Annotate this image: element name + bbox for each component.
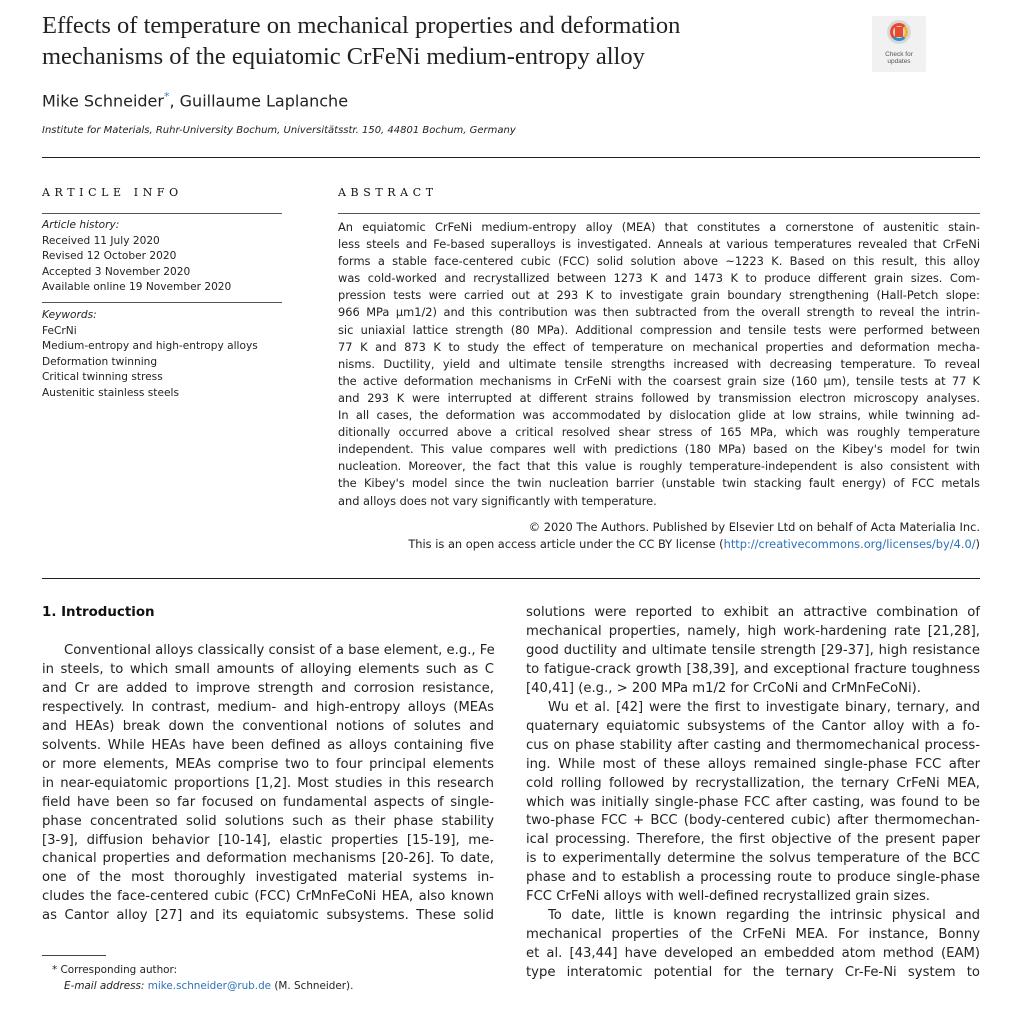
keywords-divider xyxy=(42,302,282,303)
corresponding-author-mark[interactable]: * xyxy=(163,90,170,103)
body-column-left xyxy=(42,642,494,926)
body-text-line: as Cantor alloy [27] and its equiatomic subsystems. These solid xyxy=(42,908,494,924)
header-divider xyxy=(42,157,980,158)
body-text-line: in near-equiatomic proportions [1,2]. Most studies in this research xyxy=(42,775,494,791)
body-text-line: solutions were reported to exhibit an attractive combination of xyxy=(526,605,980,620)
author-name[interactable]: Mike Schneider xyxy=(42,91,164,111)
abstract-line: nucleation. Moreover, the fact that this value is roughly temperature-independent is also consistent with xyxy=(338,459,980,474)
abstract-line: was cold-worked and recrystallized between 1273 K and 1473 K to produce different grain sizes. Com- xyxy=(338,271,980,286)
copyright-notice: © 2020 The Authors. Published by Elsevier Ltd on behalf of Acta Materialia Inc. xyxy=(528,520,980,534)
abstract-line: nisms. Ductility, yield and ultimate tensile strengths increased with decreasing temperature. To reveal xyxy=(338,356,980,371)
body-text-line: good ductility and ultimate tensile strength [29-37], high resistance xyxy=(526,642,980,658)
body-text-line: et al. [43,44] have developed an embedded atom method (EAM) xyxy=(526,946,980,962)
history-label: Article history: xyxy=(42,219,120,231)
body-text-line: [3-9], diffusion behavior [10-14], elastic properties [15-19], me- xyxy=(42,832,494,848)
keywords xyxy=(42,308,282,401)
history-item: Received 11 July 2020 xyxy=(42,234,160,247)
keyword-item: Austenitic stainless steels xyxy=(42,386,179,399)
section-heading-introduction: 1. Introduction xyxy=(42,605,155,620)
abstract-line: 77 K and 873 K to study the effect of temperature on mechanical properties and deformation mecha- xyxy=(338,339,980,354)
footnote-star: * xyxy=(52,964,58,976)
title-line-1: Effects of temperature on mechanical properties and deformation xyxy=(42,12,681,39)
body-text-line: mechanical properties of the CrFeNi MEA. For instance, Bonny xyxy=(526,927,980,943)
abstract-heading: ABSTRACT xyxy=(338,186,438,199)
history-item: Available online 19 November 2020 xyxy=(42,281,232,293)
body-text-line: and HEAs) break down the conventional notions of solutes and xyxy=(42,718,494,734)
body-text-line: chanical properties and deformation mechanisms [20-26]. To date, xyxy=(42,851,494,867)
footnote xyxy=(52,962,353,994)
abstract-line: forms a stable face-centered cubic (FCC) solid solution above ~1223 K. Based on this result, this alloy xyxy=(338,254,980,269)
body-text-line: to fatigue-crack growth [38,39], and exceptional fracture toughness xyxy=(526,661,980,677)
body-text-line: ing. While most of these alloys remained single-phase FCC after xyxy=(526,756,980,772)
abstract-body xyxy=(338,219,980,510)
article-info-heading: ARTICLE INFO xyxy=(42,186,183,199)
body-text-line: which was initially single-phase FCC after casting, was found to be xyxy=(526,794,980,810)
footnote-label: Corresponding author: xyxy=(60,964,178,976)
abstract-line: ditionally occurred above a critical resolved shear stress of 165 MPa, which was roughly temperature xyxy=(338,425,980,440)
body-text-line: cus on phase stability after casting and thermomechanical process- xyxy=(526,737,980,753)
body-text-line: one of the most thoroughly investigated material systems in- xyxy=(42,870,494,886)
body-text-line: in steels, to which small amounts of alloying elements such as C xyxy=(42,661,494,677)
author-name[interactable]: , Guillaume Laplanche xyxy=(169,91,349,111)
body-text-line: quaternary equiatomic subsystems of the Cantor alloy with a fo- xyxy=(526,718,980,734)
body-text-line: field have been so far focused on fundamental aspects of single- xyxy=(42,794,494,810)
badge-line-1: Check for xyxy=(885,51,913,58)
abstract-line: the Kibey's model since the twin nucleation barrier (unstable twin stacking fault energy) of FCC metals xyxy=(338,476,980,491)
keyword-item: Critical twinning stress xyxy=(42,371,163,383)
body-text-line: mechanical properties, namely, high work-hardening rate [21,28], xyxy=(526,623,980,639)
body-text-line: or more elements, MEAs comprise two to four principal elements xyxy=(42,756,494,772)
body-text-line: and Cr are added to improve strength and corrosion resistance, xyxy=(42,680,494,696)
keyword-item: Deformation twinning xyxy=(42,355,158,368)
keyword-item: FeCrNi xyxy=(42,324,77,337)
abstract-line: An equiatomic CrFeNi medium-entropy alloy (MEA) that constitutes a cornerstone of austenitic stain- xyxy=(338,220,980,234)
body-text-line: type interatomic potential for the ternary Cr-Fe-Ni system to xyxy=(526,965,980,981)
body-text-line: ical processing. Therefore, the first objective of the present paper xyxy=(526,832,980,848)
abstract-line: In all cases, the deformation was accommodated by dislocation glide at low strains, while twinning ad- xyxy=(338,408,980,423)
email-link[interactable]: mike.schneider@rub.de xyxy=(147,980,272,992)
abstract-line: the active deformation mechanisms in CrFeNi with the coarsest grain size (160 µm), tensile tests at 77 K xyxy=(338,373,980,388)
affiliation: Institute for Materials, Ruhr-University Bochum, Universitätsstr. 150, 44801 Bochum, Germany xyxy=(42,125,516,136)
history-item: Accepted 3 November 2020 xyxy=(42,265,191,278)
body-text-line: phase concentrated solid solutions such as their phase stability xyxy=(42,813,494,829)
body-column-right xyxy=(526,604,980,983)
abstract-line: and alloys does not vary significantly with temperature. xyxy=(338,493,657,508)
license-suffix: ) xyxy=(975,537,980,551)
article-info-divider xyxy=(42,213,282,214)
body-text-line: Wu et al. [42] were the first to investigate binary, ternary, and xyxy=(548,699,980,715)
body-text-line: respectively. In contrast, medium- and high-entropy alloys (MEAs xyxy=(42,699,494,715)
title-line-2: mechanisms of the equiatomic CrFeNi medium-entropy alloy xyxy=(42,43,645,70)
history-item: Revised 12 October 2020 xyxy=(42,250,177,262)
body-text-line: [40,41] (e.g., > 200 MPa m1/2 for CrCoNi and CrMnFeCoNi). xyxy=(526,680,921,696)
email-suffix: (M. Schneider). xyxy=(271,980,354,992)
author-list xyxy=(42,90,348,110)
keyword-item: Medium-entropy and high-entropy alloys xyxy=(42,340,258,352)
abstract-divider xyxy=(338,213,980,214)
abstract-line: 966 MPa µm1/2) and this contribution was then subtracted from the overall strength to reveal the intrin- xyxy=(338,305,980,320)
body-text-line: FCC CrFeNi alloys with well-defined recrystallized grain sizes. xyxy=(526,889,931,905)
abstract-line: less steels and Fe-based superalloys is investigated. Anneals at various temperatures revealed that CrFeNi xyxy=(338,237,980,252)
email-label: E-mail address: xyxy=(64,980,145,992)
body-text-line: cludes the face-centered cubic (FCC) CrMnFeCoNi HEA, also known xyxy=(42,889,494,905)
body-text-line: solvents. While HEAs have been defined as alloys containing five xyxy=(42,737,494,753)
license-notice xyxy=(338,536,980,553)
body-text-line: phase and to establish a processing route to produce single-phase xyxy=(526,870,980,886)
abstract-line: pression tests were carried out at 293 K to investigate grain boundary strengthening (Hall-Petch slope: xyxy=(338,288,980,303)
body-text-line: Conventional alloys classically consist of a base element, e.g., Fe xyxy=(64,643,495,658)
footnote-divider xyxy=(42,955,106,956)
license-link[interactable]: http://creativecommons.org/licenses/by/4.0/ xyxy=(723,537,976,551)
check-for-updates-badge[interactable] xyxy=(872,16,926,72)
keywords-label: Keywords: xyxy=(42,309,97,321)
body-text-line: is to experimentally determine the solvus temperature of the BCC xyxy=(526,851,980,867)
body-text-line: two-phase FCC + BCC (body-centered cubic) after thermomechan- xyxy=(526,813,980,829)
article-history xyxy=(42,218,282,296)
abstract-line: sic uniaxial lattice strength (80 MPa). Additional compression and tensile tests were performed between xyxy=(338,322,980,337)
license-prefix: This is an open access article under the CC BY license ( xyxy=(408,537,724,551)
abstract-line: independent. This value compares well with predictions (180 MPa) based on the Kibey's model for twin xyxy=(338,442,980,457)
article-title xyxy=(42,10,842,72)
body-text-line: To date, little is known regarding the intrinsic physical and xyxy=(548,908,980,924)
body-divider xyxy=(42,578,980,579)
body-text-line: cold rolling followed by recrystallization, the ternary CrFeNi MEA, xyxy=(526,775,980,791)
badge-line-2: updates xyxy=(887,58,911,65)
abstract-line: and 293 K were interrupted at different strains followed by transmission electron microscopy analyses. xyxy=(338,390,980,405)
